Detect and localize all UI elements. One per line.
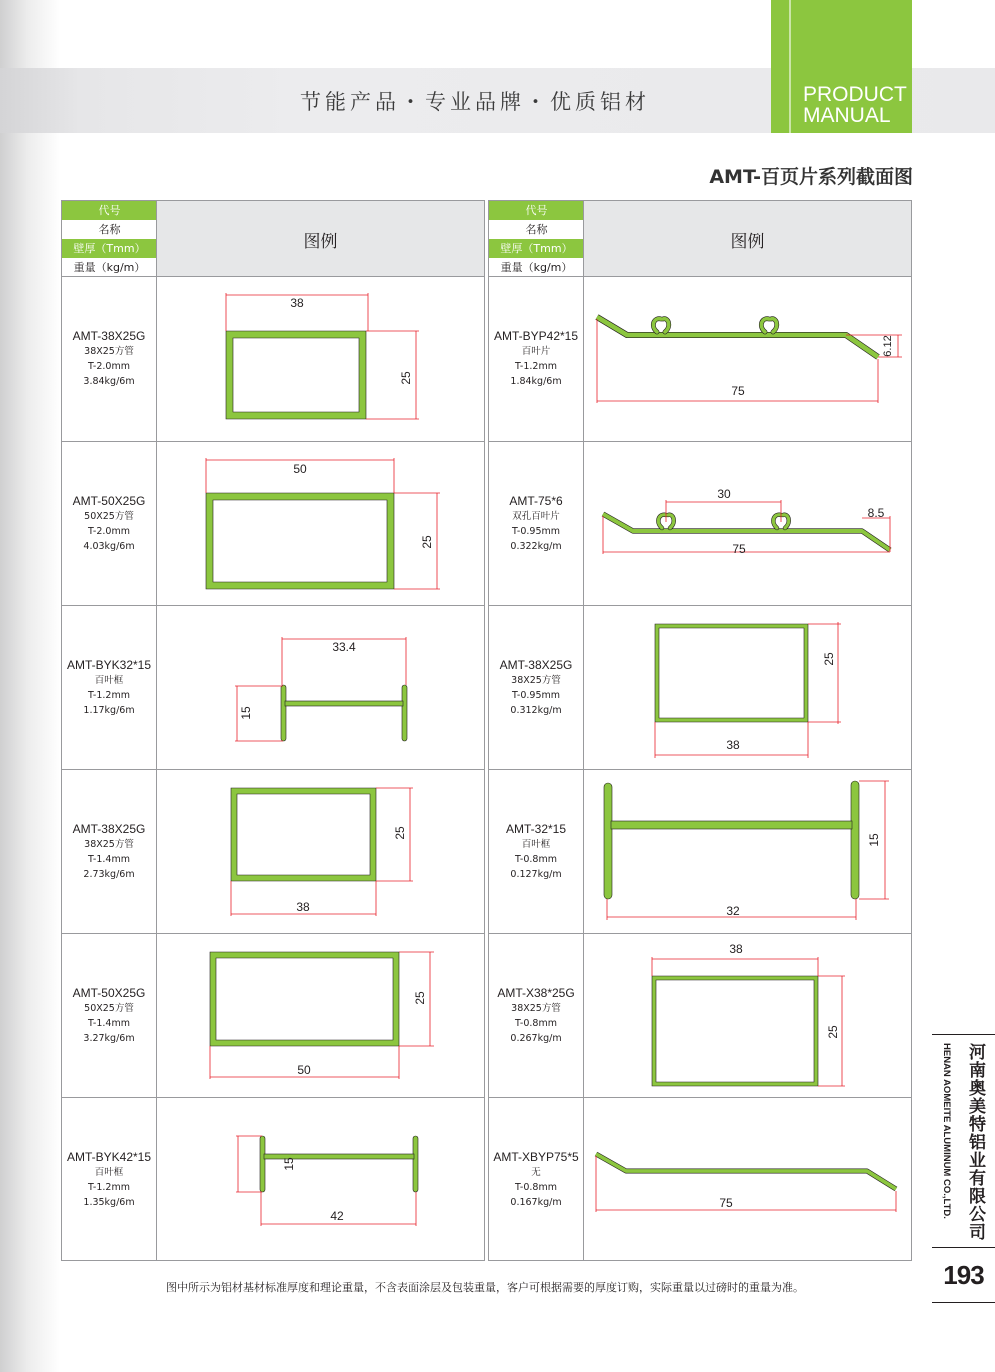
profile-drawing [584,1098,911,1261]
row-thickness: T-0.95mm [511,690,561,701]
row-code: AMT-50X25G [72,494,146,508]
page-number: 193 [932,1247,995,1303]
page-title: AMT-百页片系列截面图 [709,166,913,188]
table-row [489,769,911,933]
row-code: AMT-BYP42*15 [493,329,579,343]
table-row [62,933,484,1097]
row-name: 38X25方管 [84,839,134,850]
dim-height: 25 [393,826,407,840]
header-thickness: 壁厚（Tmm） [62,239,157,258]
company-name-block [932,1034,995,1245]
dim-hole-spacing: 30 [717,487,731,501]
profile-drawing [157,1098,484,1261]
product-manual-tab [771,0,912,133]
row-thickness: T-0.95mm [511,526,561,537]
header-legend: 图例 [584,201,911,277]
header-name: 名称 [62,220,157,239]
profile-table-right [488,200,912,1261]
table-row [62,441,484,605]
dim-width: 38 [729,942,743,956]
table-row [489,441,911,605]
dim-width: 38 [290,296,304,310]
profile-drawing [157,770,484,933]
row-weight: 3.84kg/6m [83,376,135,387]
row-name: 50X25方管 [84,511,134,522]
table-row [489,1097,911,1261]
row-thickness: T-0.8mm [515,1182,557,1193]
header-code: 代号 [489,201,584,220]
dim-width: 42 [330,1209,344,1223]
dim-slope: 8.5 [867,506,885,520]
row-thickness: T-1.4mm [88,1018,130,1029]
row-name: 百叶框 [94,675,124,686]
profile-drawing [157,277,484,440]
dim-height: 25 [413,991,427,1005]
row-info [489,934,583,1097]
row-info [62,277,156,440]
row-code: AMT-BYK42*15 [66,1150,152,1164]
row-thickness: T-1.2mm [88,1182,130,1193]
profile-drawing [584,442,911,605]
tab-label-manual: MANUAL [803,104,891,127]
row-name: 百叶片 [521,346,551,357]
row-weight: 3.27kg/6m [83,1033,135,1044]
table-row [62,769,484,933]
dim-height: 25 [420,535,434,549]
row-info [489,770,583,933]
dim-height: 25 [822,652,836,666]
row-weight: 1.84kg/6m [510,376,562,387]
row-weight: 4.03kg/6m [83,541,135,552]
row-weight: 0.267kg/m [510,1033,562,1044]
row-info [62,606,156,769]
tab-stripe [789,0,791,133]
table-row [62,605,484,769]
row-name: 50X25方管 [84,1003,134,1014]
dim-width: 33.4 [332,640,356,654]
row-weight: 0.167kg/m [510,1197,562,1208]
dim-width: 32 [726,904,740,918]
row-code: AMT-X38*25G [497,986,575,1000]
profile-drawing [584,934,911,1097]
row-weight: 0.312kg/m [510,705,562,716]
dim-width: 75 [731,384,745,398]
row-info [62,442,156,605]
row-name: 百叶框 [521,839,551,850]
dim-width: 50 [297,1063,311,1077]
dim-height: 15 [239,706,253,720]
dim-width: 75 [719,1196,733,1210]
row-name: 38X25方管 [511,1003,561,1014]
header-code: 代号 [62,201,157,220]
row-thickness: T-0.8mm [515,1018,557,1029]
page-edge-shadow [0,0,60,1372]
row-info [489,1098,583,1261]
row-thickness: T-1.2mm [515,361,557,372]
column-divider [156,201,157,1260]
dim-width: 38 [726,738,740,752]
header-slogan: 节能产品・专业品牌・优质铝材 [300,90,650,114]
table-row [62,277,484,441]
row-name: 38X25方管 [511,675,561,686]
profile-drawing [584,770,911,933]
row-info [489,606,583,769]
profile-drawing [157,934,484,1097]
dim-height: 15 [867,833,881,847]
row-thickness: T-1.2mm [88,690,130,701]
dim-height: 25 [399,371,413,385]
row-name: 双孔百叶片 [512,511,560,522]
header-thickness: 壁厚（Tmm） [489,239,584,258]
row-code: AMT-38X25G [499,658,573,672]
footnote: 图中所示为铝材基材标准厚度和理论重量，不含表面涂层及包装重量，客户可根据需要的厚度订购，实际重量以过磅时的重量为准。 [166,1281,804,1294]
column-divider [583,201,584,1260]
profile-drawing [157,606,484,769]
row-code: AMT-38X25G [72,822,146,836]
dim-width: 38 [296,900,310,914]
table-row [489,605,911,769]
row-weight: 0.127kg/m [510,869,562,880]
row-name: 百叶框 [94,1167,124,1178]
header-weight: 重量（kg/m） [489,258,584,277]
row-code: AMT-50X25G [72,986,146,1000]
header-legend: 图例 [157,201,484,277]
row-code: AMT-32*15 [505,822,567,836]
row-thickness: T-2.0mm [88,361,130,372]
row-thickness: T-1.4mm [88,854,130,865]
row-info [489,442,583,605]
header-weight: 重量（kg/m） [62,258,157,277]
row-thickness: T-2.0mm [88,526,130,537]
company-name-en: HENAN AOMEITE ALUMINUM CO.,LTD. [941,1043,952,1219]
row-weight: 2.73kg/6m [83,869,135,880]
row-name: 无 [531,1167,541,1178]
row-info [62,1098,156,1261]
tab-label-product: PRODUCT [803,83,907,106]
dim-height: 6.12 [882,335,894,357]
row-weight: 0.322kg/m [510,541,562,552]
dim-height: 15 [282,1157,296,1171]
row-code: AMT-XBYP75*5 [493,1150,579,1164]
dim-height: 25 [826,1025,840,1039]
row-weight: 1.17kg/6m [83,705,135,716]
row-name: 38X25方管 [84,346,134,357]
row-code: AMT-38X25G [72,329,146,343]
profile-drawing [157,442,484,605]
header-name: 名称 [489,220,584,239]
table-row [489,277,911,441]
profile-drawing [584,277,911,440]
row-info [489,277,583,440]
row-weight: 1.35kg/6m [83,1197,135,1208]
profile-table-left [61,200,485,1261]
row-code: AMT-75*6 [509,494,563,508]
profile-drawing [584,606,911,769]
row-thickness: T-0.8mm [515,854,557,865]
row-info [62,770,156,933]
dim-width: 75 [732,542,746,556]
dim-width: 50 [293,462,307,476]
company-name-cn: 河南奥美特铝业有限公司 [965,1043,985,1241]
row-info [62,934,156,1097]
row-code: AMT-BYK32*15 [66,658,152,672]
table-row [489,933,911,1097]
table-row [62,1097,484,1261]
